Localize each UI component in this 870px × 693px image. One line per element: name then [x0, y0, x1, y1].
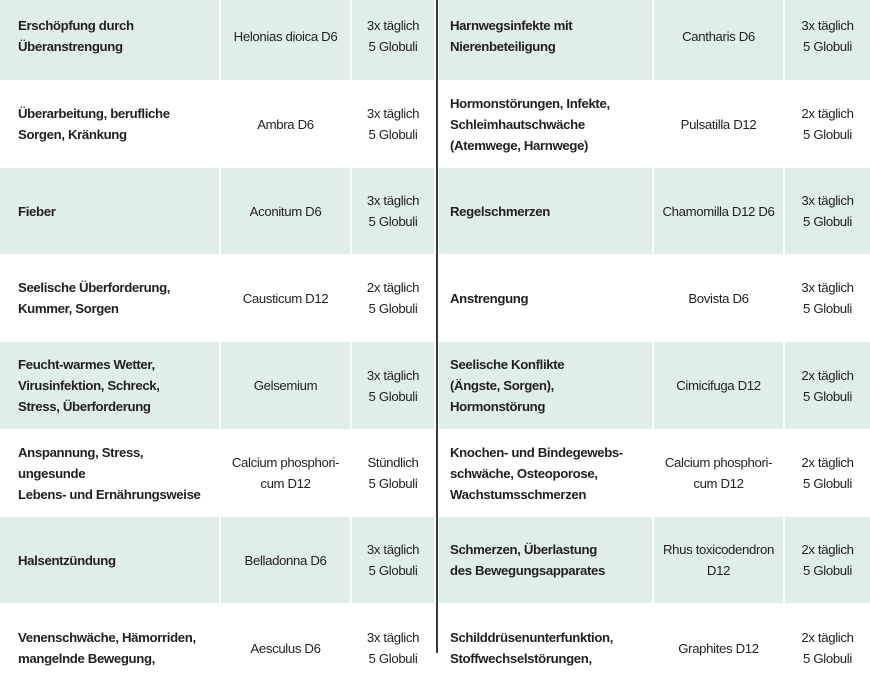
condition-cell: Halsentzündung	[0, 517, 220, 603]
dosage-cell: 3x täglich 5 Globuli	[351, 603, 434, 693]
remedy-cell: Rhus toxicodendron D12	[653, 517, 784, 603]
remedy-cell: Bovista D6	[653, 254, 784, 342]
dosage-cell: 2x täglich 5 Globuli	[784, 342, 870, 429]
dosage-cell: 2x täglich 5 Globuli	[784, 429, 870, 517]
condition-cell: Überarbeitung, berufliche Sorgen, Kränkung	[0, 80, 220, 168]
remedy-cell: Cantharis D6	[653, 0, 784, 80]
remedy-cell: Chamomilla D12 D6	[653, 168, 784, 254]
remedy-cell: Ambra D6	[220, 80, 351, 168]
center-divider	[436, 0, 438, 653]
table-row	[0, 0, 434, 80]
dosage-cell: Stündlich 5 Globuli	[351, 429, 434, 517]
table-row	[439, 80, 870, 168]
dosage-cell: 3x täglich 5 Globuli	[351, 517, 434, 603]
dosage-cell: 2x täglich 5 Globuli	[784, 517, 870, 603]
table-row	[439, 517, 870, 603]
remedy-cell: Calcium phosphori- cum D12	[653, 429, 784, 517]
dosage-cell: 3x täglich 5 Globuli	[784, 254, 870, 342]
dosage-cell: 3x täglich 5 Globuli	[784, 168, 870, 254]
dosage-cell: 2x täglich 5 Globuli	[784, 603, 870, 693]
remedy-cell: Cimicifuga D12	[653, 342, 784, 429]
table-row	[0, 429, 434, 517]
right-remedy-table-container	[439, 0, 870, 693]
remedy-cell: Causticum D12	[220, 254, 351, 342]
condition-cell: Anstrengung	[439, 254, 653, 342]
remedy-cell: Aesculus D6	[220, 603, 351, 693]
condition-cell: Harnwegsinfekte mit Nierenbeteiligung	[439, 0, 653, 80]
table-row	[0, 80, 434, 168]
table-row	[0, 254, 434, 342]
remedy-cell: Gelsemium	[220, 342, 351, 429]
dosage-cell: 3x täglich 5 Globuli	[784, 0, 870, 80]
condition-cell: Fieber	[0, 168, 220, 254]
condition-cell: Regelschmerzen	[439, 168, 653, 254]
condition-cell: Hormonstörungen, Infekte, Schleimhautschwäche (Atemwege, Harnwege)	[439, 80, 653, 168]
remedy-cell: Helonias dioica D6	[220, 0, 351, 80]
condition-cell: Anspannung, Stress, ungesunde Lebens- und Ernährungsweise	[0, 429, 220, 517]
condition-cell: Knochen- und Bindegewebs- schwäche, Osteoporose, Wachstumsschmerzen	[439, 429, 653, 517]
right-remedy-table	[439, 0, 870, 693]
table-row	[439, 429, 870, 517]
condition-cell: Seelische Überforderung, Kummer, Sorgen	[0, 254, 220, 342]
condition-cell: Erschöpfung durch Überanstrengung	[0, 0, 220, 80]
remedy-cell: Graphites D12	[653, 603, 784, 693]
table-row	[439, 603, 870, 693]
remedy-cell: Calcium phosphori- cum D12	[220, 429, 351, 517]
table-row	[0, 603, 434, 693]
remedy-cell: Belladonna D6	[220, 517, 351, 603]
table-row	[439, 254, 870, 342]
dosage-cell: 2x täglich 5 Globuli	[351, 254, 434, 342]
dosage-cell: 3x täglich 5 Globuli	[351, 168, 434, 254]
condition-cell: Schilddrüsenunterfunktion, Stoffwechselstörungen,	[439, 603, 653, 693]
condition-cell: Feucht-warmes Wetter, Virusinfektion, Schreck, Stress, Überforderung	[0, 342, 220, 429]
table-row	[439, 0, 870, 80]
table-row	[0, 168, 434, 254]
dosage-cell: 3x täglich 5 Globuli	[351, 80, 434, 168]
table-row	[0, 517, 434, 603]
condition-cell: Seelische Konflikte (Ängste, Sorgen), Hormonstörung	[439, 342, 653, 429]
remedy-cell: Aconitum D6	[220, 168, 351, 254]
table-row	[0, 342, 434, 429]
dosage-cell: 3x täglich 5 Globuli	[351, 0, 434, 80]
condition-cell: Venenschwäche, Hämorriden, mangelnde Bewegung,	[0, 603, 220, 693]
table-row	[439, 168, 870, 254]
left-remedy-table	[0, 0, 434, 693]
table-row	[439, 342, 870, 429]
dosage-cell: 2x täglich 5 Globuli	[784, 80, 870, 168]
condition-cell: Schmerzen, Überlastung des Bewegungsapparates	[439, 517, 653, 603]
left-remedy-table-container	[0, 0, 434, 693]
dosage-cell: 3x täglich 5 Globuli	[351, 342, 434, 429]
remedy-cell: Pulsatilla D12	[653, 80, 784, 168]
